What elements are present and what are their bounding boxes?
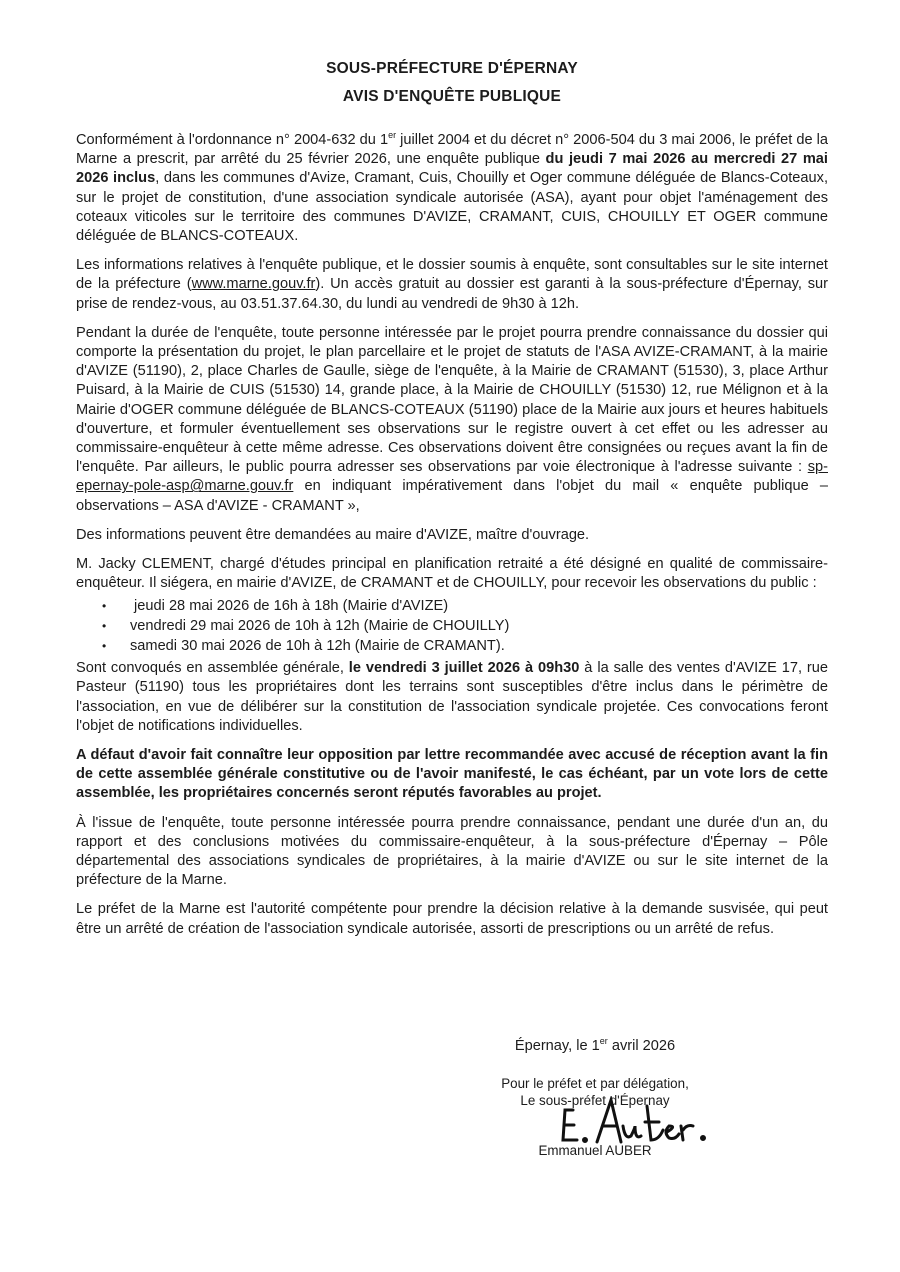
signatory-title: Le sous-préfet d'Épernay <box>520 1093 670 1108</box>
inquiry-dates: du jeudi 7 mai 2026 au mercredi 27 mai 2026 inclus <box>76 151 828 187</box>
permanence-list <box>76 597 828 656</box>
email-link[interactable]: sp-epernay-pole-asp@marne.gouv.fr <box>76 459 828 495</box>
list-item: • jeudi 28 mai 2026 de 16h à 18h (Mairie d'AVIZE) <box>102 597 828 617</box>
text: ). Un accès gratuit au dossier est garanti à la sous-préfecture d'Épernay, sur prise de rendez-vous, au 03.51.37.64.30, du lundi au vendredi de 9h30 à 12h. <box>76 276 828 312</box>
paragraph-information: Des informations peuvent être demandées au maire d'AVIZE, maître d'ouvrage. <box>76 526 590 543</box>
text: Conformément à l'ordonnance n° 2004-632 du 1 <box>76 132 389 148</box>
paragraph-dossier <box>76 324 828 516</box>
paragraph-authority: Le préfet de la Marne est l'autorité compétente pour prendre la décision relative à la demande susvisée, qui peut être un arrêté de création de l'association syndicale autorisée, assorti de prescriptions ou un arrêté de refus. <box>76 901 828 937</box>
superscript: er <box>599 1036 608 1047</box>
assembly-date: le vendredi 3 juillet 2026 à 09h30 <box>348 660 580 677</box>
paragraph-assembly <box>76 659 828 736</box>
paragraph-consultation <box>76 256 828 314</box>
notice-title: AVIS D'ENQUÊTE PUBLIQUE <box>342 88 562 105</box>
text: avril 2026 <box>607 1038 676 1054</box>
signatory-name: Emmanuel AUBER <box>538 1143 652 1158</box>
paragraph-legal-basis <box>76 131 828 246</box>
text: en indiquant impérativement dans l'objet du mail « enquête publique – observations – ASA d'AVIZE - CRAMANT », <box>76 478 828 514</box>
text: Sont convoqués en assemblée générale, <box>76 660 349 677</box>
paragraph-commissioner: M. Jacky CLEMENT, chargé d'études principal en planification retraité a été désigné en qualité de commissaire-enquêteur. Il siégera, en mairie d'AVIZE, de CRAMANT et de CHOUILLY, pour recevoir les observations du public : <box>76 556 828 592</box>
office-heading: SOUS-PRÉFECTURE D'ÉPERNAY <box>326 60 578 77</box>
text: à la salle des ventes d'AVIZE 17, rue Pasteur (51190) tous les propriétaires dont les terrains sont susceptibles d'être inclus dans le périmètre de l'association, en vue de délibérer sur la constitution de l'association syndicale projetée. Ces convocations feront l'objet de notifications individuelles. <box>76 660 829 734</box>
list-item: • vendredi 29 mai 2026 de 10h à 12h (Mairie de CHOUILLY) <box>102 617 828 637</box>
text: Épernay, le 1 <box>514 1038 600 1054</box>
paragraph-after-inquiry: À l'issue de l'enquête, toute personne intéressée pourra prendre connaissance, pendant une durée d'un an, du rapport et des conclusions motivées du commissaire-enquêteur, à la sous-préfecture d'Épernay – Pôle départemental des associations syndicales de propriétaires, à la mairie d'AVIZE ou sur le site internet de la préfecture de la Marne. <box>76 814 828 889</box>
text: Pendant la durée de l'enquête, toute personne intéressée par le projet pourra prendre connaissance du dossier qui comporte la présentation du projet, le plan parcellaire et le projet de statuts de l'ASA AVIZE-CRAMANT, à la mairie d'AVIZE (51190), 2, place Charles de Gaulle, siège de l'enquête, à la Mairie de CRAMANT (51530), 3, place Arthur Puisard, à la Mairie de CUIS (51530) 14, grande place, à la Mairie de CHOUILLY (51530) 12, rue Mélignon et à la Mairie d'OGER commune déléguée de BLANCS-COTEAUX (51190) place de la Mairie aux jours et heures habituels d'ouverture, et formuler éventuellement ses observations sur le registre ouvert à cet effet ou les adresser au commissaire-enquêteur à cette même adresse. Ces observations doivent être consignées ou reçues avant la fin de l'enquête. Par ailleurs, le public pourra adresser ses observations par voie électronique à l'adresse suivante : <box>76 324 828 476</box>
superscript: er <box>388 130 397 141</box>
text: Les informations relatives à l'enquête publique, et le dossier soumis à enquête, sont consultables sur le site internet de la préfecture ( <box>76 257 828 293</box>
handwritten-signature-icon <box>555 1096 715 1148</box>
list-item: • samedi 30 mai 2026 de 10h à 12h (Mairie de CRAMANT). <box>102 637 828 657</box>
prefecture-website-link[interactable]: www.marne.gouv.fr <box>191 276 316 293</box>
signature-date <box>430 1038 760 1054</box>
notice-body <box>76 60 828 949</box>
paragraph-opposition: A défaut d'avoir fait connaître leur opposition par lettre recommandée avec accusé de réception avant la fin de cette assemblée générale constitutive ou de l'avoir manifesté, le cas échéant, par un vote lors de cette assemblée, les propriétaires concernés seront réputés favorables au projet. <box>76 747 828 802</box>
text: juillet 2004 et du décret n° 2006-504 du 3 mai 2006, le préfet de la Marne a prescrit, par arrêté du 25 février 2026, une enquête publique <box>76 132 828 168</box>
text: , dans les communes d'Avize, Cramant, Cuis, Chouilly et Oger commune déléguée de Blancs-Coteaux, sur le projet de constitution, d'une association syndicale autorisée (ASA), ayant pour objet l'aménagement des coteaux viticoles sur le territoire des communes D'AVIZE, CRAMANT, CUIS, CHOUILLY ET OGER commune déléguée de BLANCS-COTEAUX. <box>76 170 828 245</box>
delegation-line: Pour le préfet et par délégation, <box>501 1076 689 1091</box>
